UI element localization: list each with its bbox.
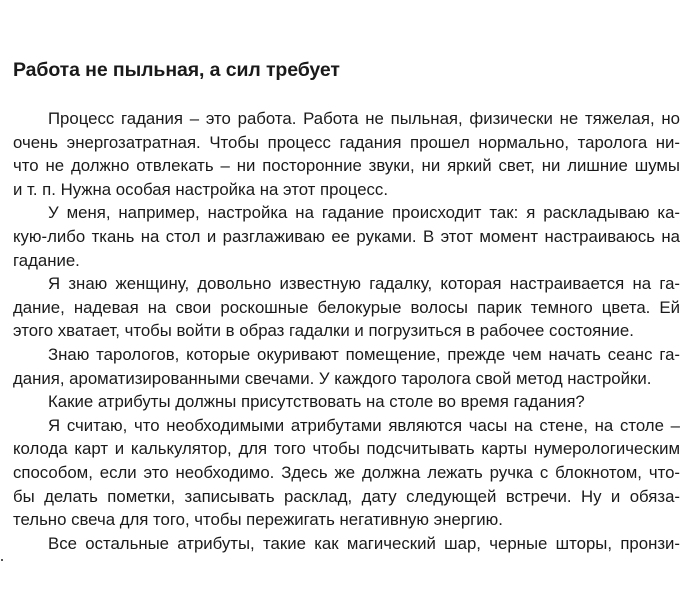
text-line: Процесс гадания – это работа. Работа не пыльная, физически не тяжелая, но: [48, 109, 680, 128]
text-line: Я считаю, что необходимыми атрибутами являются часы на стене, на столе –: [48, 415, 680, 435]
body-text: [13, 107, 680, 555]
text-line: способом, если это необходимо. Здесь же должна лежать ручка с блокнотом, что-: [13, 462, 680, 482]
text-line: тельно свеча для того, чтобы пережигать негативную энергию.: [13, 510, 503, 530]
section-heading: Работа не пыльная, а сил требует: [13, 59, 340, 81]
text-line: очень энергозатратная. Чтобы процесс гадания прошел нормально, таролога ни-: [13, 132, 680, 152]
text-line: дание, надевая на свои роскошные белокурые волосы парик темного цвета. Ей: [13, 297, 680, 317]
text-line: дания, ароматизированными свечами. У каждого таролога свой метод настройки.: [13, 368, 652, 388]
text-line: и т. п. Нужна особая настройка на этот процесс.: [13, 179, 388, 199]
margin-mark: [1, 559, 3, 561]
text-line: Я знаю женщину, довольно известную гадалку, которая настраивается на га-: [48, 274, 680, 294]
text-line: гадание.: [13, 250, 80, 270]
text-line: кую-либо ткань на стол и разглаживаю ее руками. В этот момент настраиваюсь на: [13, 226, 680, 246]
text-line: Какие атрибуты должны присутствовать на столе во время гадания?: [48, 392, 585, 412]
text-line: что не должно отвлекать – ни посторонние звуки, ни яркий свет, ни лишние шумы: [13, 156, 680, 176]
text-line: Все остальные атрибуты, такие как магический шар, черные шторы, пронзи-: [48, 533, 680, 553]
text-line: этого хватает, чтобы войти в образ гадалки и погрузиться в рабочее состояние.: [13, 321, 634, 341]
text-line: колода карт и калькулятор, для того чтобы подсчитывать карты нумерологическим: [13, 439, 680, 459]
text-line: бы делать пометки, записывать расклад, дату следующей встречи. Ну и обяза-: [13, 486, 680, 506]
text-line: Знаю тарологов, которые окуривают помещение, прежде чем начать сеанс га-: [48, 344, 680, 364]
text-line: У меня, например, настройка на гадание происходит так: я раскладываю ка-: [48, 203, 680, 223]
